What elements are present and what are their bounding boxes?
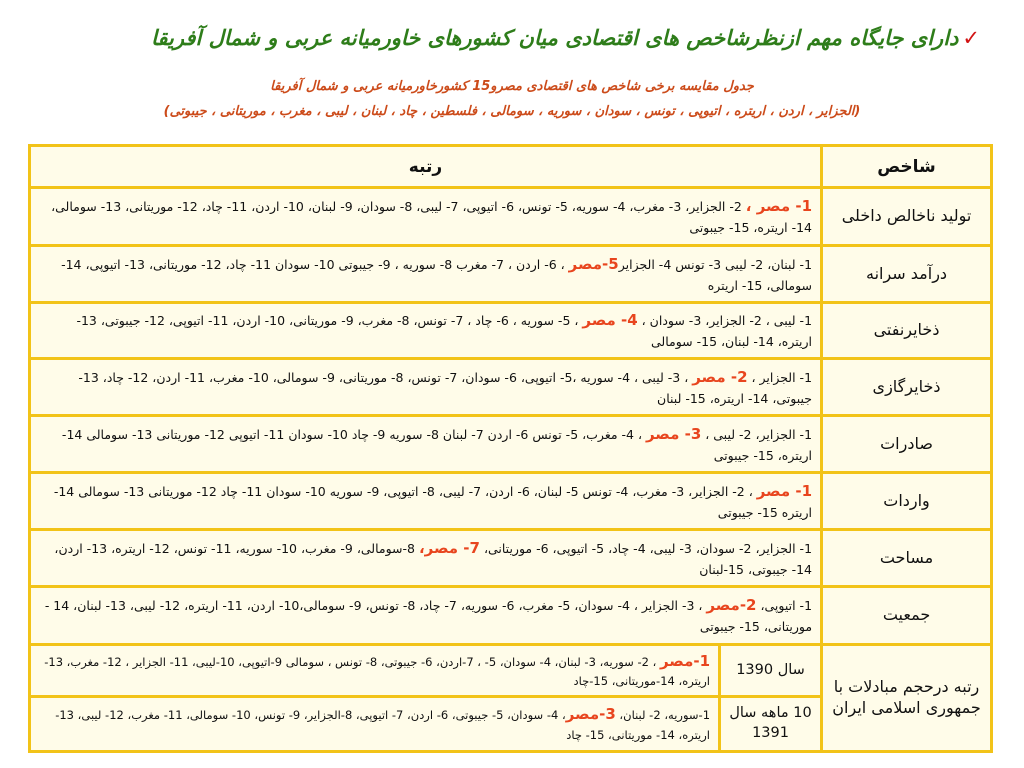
rank-cell: [30, 188, 822, 246]
indicator-cell: تولید ناخالص داخلی: [822, 188, 992, 246]
header-indicator: شاخص: [822, 146, 992, 188]
checkmark-icon: ✓: [962, 26, 980, 50]
rank-text-pre: 1- الجزایر، 2- سودان، 3- لیبی، 4- چاد، 5- اتیوپی، 6- موریتانی،: [479, 540, 813, 556]
rank-cell: [30, 587, 822, 645]
year-cell: سال 1390: [720, 645, 822, 697]
egypt-rank: 4- مصر: [582, 311, 638, 330]
rank-text-post: ، 3- الجزایر ، 4- سودان، 5- مغرب، 6- سوریه، 7- چاد، 8- تونس، 9- سومالی،10- اردن، 11- اریتره، 12- لیبی، 13- لبنان، 14 - موریتانی، 15- جیبوتی: [44, 598, 813, 635]
rank-text-post: ، 4- مغرب، 5- تونس 6- اردن 7- لبنان 8- سوریه 9- چاد 10- سودان 11- اتیوپی 12- موریتانی 13- سومالی 14- اریتره، 15- جیبوتی: [61, 426, 813, 463]
trade-indicator-cell: رتبه درحجم مبادلات با جمهوری اسلامی ایران: [822, 645, 992, 752]
table-row: [30, 303, 992, 359]
egypt-rank: 7- مصر،: [418, 538, 480, 557]
rank-cell: [30, 303, 822, 359]
egypt-rank: 3- مصر: [645, 424, 702, 443]
egypt-rank: 2- مصر: [692, 367, 748, 386]
country-list: (الجزایر ، اردن ، اریتره ، اتیوپی ، تونس ، سودان ، سوریه ، سومالی ، فلسطین ، چاد ، لبنان ، لیبی ، مغرب ، موریتانی ، جیبوتی): [163, 104, 861, 119]
egypt-rank: 1- مصر: [756, 481, 813, 500]
table-row: [30, 645, 992, 697]
rank-cell: [30, 246, 822, 303]
indicator-cell: ذخایرگازی: [822, 359, 992, 416]
rank-text-post: ، 4- سودان، 5- جیبوتی، 6- اردن، 7- اتیوپی، 8-الجزایر، 9- تونس، 10- سومالی، 11- مغرب، 12- لیبی، 13- اریتره، 14- موریتانی، 15- چاد: [55, 708, 711, 742]
table-caption: جدول مقایسه برخی شاخص های اقتصادی مصرو15 کشورخاورمیانه عربی و شمال آفریقا: [270, 79, 754, 94]
rank-text-pre: 1-سوریه، 2- لبنان،: [615, 708, 711, 723]
indicator-cell: واردات: [822, 473, 992, 530]
egypt-rank: 5-مصر: [568, 254, 619, 273]
rank-text-post: ، 2- سوریه، 3- لبنان، 4- سودان، 5- ، 7-اردن، 6- جیبوتی، 8- تونس ، سومالی 9-اتیوپی، 10-لیبی، 11- الجزایر ، 12- مغرب، 13-اریتره، 14-موریتانی، 15-چاد: [44, 654, 711, 689]
rank-text-post: ، 2- الجزایر، 3- مغرب، 4- تونس 5- لبنان، 6- اردن، 7- لیبی، 8- اتیوپی، 9- سوریه 10- سودان 11- چاد 12- موریتانی 13- سومالی 14- اریتره 15- جیبوتی: [53, 483, 813, 520]
rank-text-pre: 1- الجزایر ،: [747, 369, 813, 385]
table-row: [30, 587, 992, 645]
rank-cell: [30, 530, 822, 587]
egypt-rank: 1-مصر: [659, 651, 711, 670]
rank-cell: [30, 416, 822, 473]
table-row: [30, 188, 992, 246]
table-header-row: [30, 146, 992, 188]
egypt-rank: 3-مصر: [565, 705, 616, 724]
egypt-rank: 2-مصر: [706, 596, 757, 615]
rank-cell: [30, 645, 720, 697]
rank-text-post: 2- الجزایر، 3- مغرب، 4- سوریه، 5- تونس، 6- اتیوپی، 7- لیبی، 8- سودان، 9- لبنان، 10- اردن، 11- چاد، 12- موریتانی، 13- سومالی، 14- اریتره، 15- جیبوتی: [51, 199, 813, 236]
rank-text-pre: 1- لبنان، 2- لیبی 3- تونس 4- الجزایر: [618, 256, 813, 272]
indicator-cell: جمعیت: [822, 587, 992, 645]
indicator-cell: مساحت: [822, 530, 992, 587]
rank-text-pre: 1- اتیوپی،: [756, 598, 813, 614]
table-row: [30, 359, 992, 416]
rank-text-pre: 1- الجزایر، 2- لیبی ،: [701, 426, 813, 442]
table-row: [30, 246, 992, 303]
table-row: [30, 530, 992, 587]
slide-heading: [40, 26, 980, 50]
indicator-cell: صادرات: [822, 416, 992, 473]
rank-text-post: ، 3- لیبی ، 4- سوریه ،5- اتیوپی، 6- سودان، 7- تونس، 8- موریتانی، 9- سومالی، 10- مغرب، 11- اردن، 12- چاد، 13- جیبوتی، 14- اریتره، 15- لبنان: [78, 369, 813, 406]
rank-cell: [30, 473, 822, 530]
indicator-cell: درآمد سرانه: [822, 246, 992, 303]
indicator-table: [28, 144, 993, 753]
rank-text-post: ، 6- اردن ، 7- مغرب 8- سوریه ، 9- جیبوتی 10- سودان 11- چاد، 12- موریتانی، 13- اتیوپی، 14- سومالی، 15- اریتره: [61, 256, 813, 293]
egypt-rank: 1- مصر ،: [745, 197, 813, 216]
rank-cell: [30, 359, 822, 416]
rank-text-post: ، 5- سوریه ، 6- چاد ، 7- تونس، 8- مغرب، 9- موریتانی، 10- اردن، 11- اتیوپی، 12- جیبوتی، 13- اریتره، 14- لبنان، 15- سومالی: [76, 313, 813, 350]
heading-text: دارای جایگاه مهم ازنظرشاخص های اقتصادی میان کشورهای خاورمیانه عربی و شمال آفریقا: [150, 26, 959, 50]
table-row: [30, 473, 992, 530]
header-rank: رتبه: [30, 146, 822, 188]
table-row: [30, 416, 992, 473]
rank-text-post: 8-سومالی، 9- مغرب، 10- سوریه، 11- تونس، 12- اریتره، 13- اردن، 14- جیبوتی، 15-لبنان: [54, 540, 813, 577]
rank-cell: [30, 697, 720, 752]
indicator-cell: ذخایرنفتی: [822, 303, 992, 359]
year-cell: 10 ماهه سال 1391: [720, 697, 822, 752]
rank-text-pre: 1- لیبی ، 2- الجزایر، 3- سودان ،: [637, 313, 813, 329]
